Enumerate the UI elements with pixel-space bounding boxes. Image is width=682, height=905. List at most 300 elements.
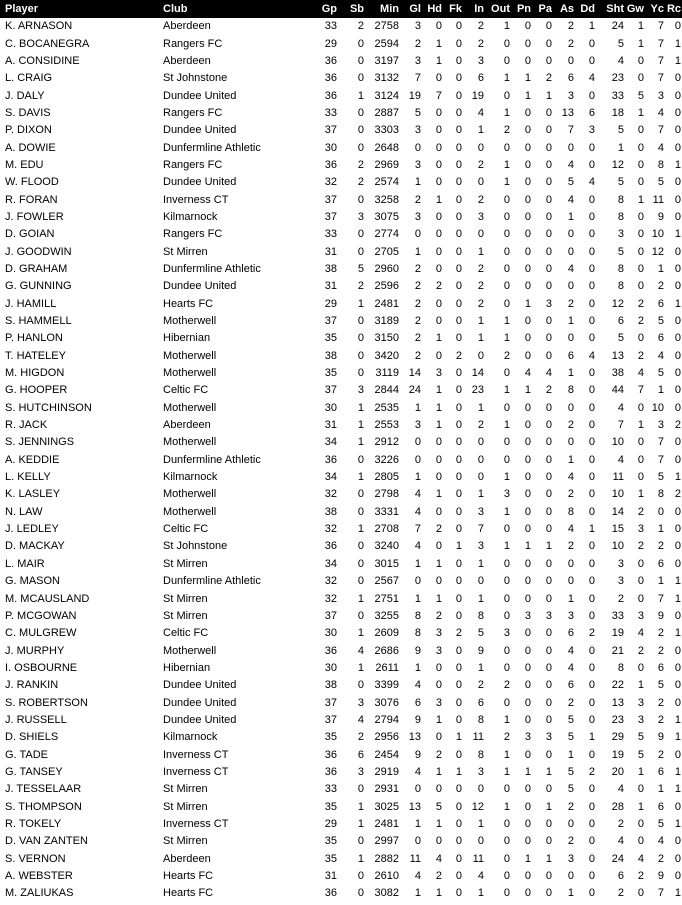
table-cell-min: 2774 <box>374 228 399 241</box>
table-row <box>0 278 682 295</box>
table-cell-club: St Johnstone <box>163 72 228 85</box>
table-cell-gp: 37 <box>324 696 337 709</box>
table-cell-out: 1 <box>503 713 510 726</box>
table-cell-gw: 1 <box>637 765 644 778</box>
table-cell-min: 3226 <box>374 453 399 466</box>
table-cell-as: 13 <box>561 106 574 119</box>
table-cell-sb: 1 <box>357 89 364 102</box>
table-cell-fk: 0 <box>455 748 462 761</box>
table-cell-gl: 2 <box>414 349 421 362</box>
table-cell-rc: 0 <box>674 401 681 414</box>
table-cell-sb: 1 <box>357 627 364 640</box>
column-header-pn: Pn <box>511 0 532 18</box>
table-cell-as: 2 <box>567 540 574 553</box>
table-cell-min: 2596 <box>374 280 399 293</box>
table-cell-pn: 0 <box>524 627 531 640</box>
table-cell-sht: 8 <box>617 280 624 293</box>
table-cell-pn: 0 <box>524 141 531 154</box>
table-cell-dd: 0 <box>588 228 595 241</box>
table-cell-in: 0 <box>477 471 484 484</box>
table-cell-gp: 35 <box>324 852 337 865</box>
table-cell-gw: 1 <box>637 37 644 50</box>
table-cell-gw: 2 <box>637 540 644 553</box>
table-cell-dd: 0 <box>588 297 595 310</box>
table-cell-pa: 0 <box>545 332 552 345</box>
table-cell-hd: 1 <box>435 37 442 50</box>
table-cell-hd: 0 <box>435 210 442 223</box>
table-cell-min: 3399 <box>374 679 399 692</box>
table-cell-dd: 0 <box>588 245 595 258</box>
table-cell-pa: 3 <box>545 609 552 622</box>
table-cell-gw: 2 <box>637 315 644 328</box>
table-cell-player: P. HANLON <box>5 332 63 345</box>
table-cell-hd: 1 <box>435 54 442 67</box>
table-cell-pa: 0 <box>545 748 552 761</box>
table-cell-fk: 0 <box>455 384 462 397</box>
table-row <box>0 486 682 503</box>
table-cell-gl: 0 <box>414 141 421 154</box>
table-cell-gp: 33 <box>324 106 337 119</box>
table-cell-fk: 0 <box>455 280 462 293</box>
table-cell-rc: 1 <box>674 228 681 241</box>
table-cell-out: 0 <box>503 141 510 154</box>
table-cell-yc: 3 <box>657 419 664 432</box>
table-cell-dd: 6 <box>588 106 595 119</box>
table-cell-player: T. HATELEY <box>5 349 66 362</box>
table-cell-gp: 37 <box>324 124 337 137</box>
table-cell-gl: 4 <box>414 765 421 778</box>
header-row <box>0 0 682 18</box>
column-header-gl: Gl <box>400 0 422 18</box>
table-cell-hd: 2 <box>435 609 442 622</box>
table-cell-gl: 1 <box>414 401 421 414</box>
table-cell-rc: 1 <box>674 471 681 484</box>
table-cell-as: 0 <box>567 575 574 588</box>
table-cell-player: P. MCGOWAN <box>5 609 77 622</box>
table-cell-as: 3 <box>567 89 574 102</box>
table-cell-sb: 0 <box>357 106 364 119</box>
table-cell-yc: 2 <box>657 644 664 657</box>
table-cell-sht: 5 <box>617 332 624 345</box>
table-cell-player: K. LASLEY <box>5 488 61 501</box>
table-cell-yc: 1 <box>657 523 664 536</box>
table-row <box>0 417 682 434</box>
table-cell-sb: 1 <box>357 852 364 865</box>
table-row <box>0 122 682 139</box>
table-cell-min: 3255 <box>374 609 399 622</box>
table-cell-pa: 1 <box>545 800 552 813</box>
table-cell-rc: 0 <box>674 852 681 865</box>
table-cell-dd: 0 <box>588 505 595 518</box>
table-cell-gl: 3 <box>414 158 421 171</box>
table-cell-sb: 1 <box>357 297 364 310</box>
table-cell-as: 6 <box>567 349 574 362</box>
table-cell-sb: 0 <box>357 609 364 622</box>
table-cell-gw: 7 <box>637 384 644 397</box>
table-cell-sht: 2 <box>617 592 624 605</box>
table-cell-rc: 1 <box>674 297 681 310</box>
table-cell-as: 6 <box>567 679 574 692</box>
table-cell-yc: 4 <box>657 349 664 362</box>
column-header-sb: Sb <box>338 0 365 18</box>
table-cell-hd: 3 <box>435 627 442 640</box>
table-cell-gl: 1 <box>414 557 421 570</box>
table-cell-in: 0 <box>477 575 484 588</box>
table-cell-fk: 0 <box>455 557 462 570</box>
table-cell-min: 2567 <box>374 575 399 588</box>
table-cell-fk: 0 <box>455 505 462 518</box>
table-cell-gl: 3 <box>414 124 421 137</box>
table-cell-gp: 30 <box>324 401 337 414</box>
table-cell-in: 14 <box>471 367 484 380</box>
table-cell-sb: 0 <box>357 367 364 380</box>
table-cell-pn: 0 <box>524 20 531 33</box>
table-cell-min: 3303 <box>374 124 399 137</box>
table-cell-as: 4 <box>567 523 574 536</box>
table-cell-hd: 0 <box>435 141 442 154</box>
table-cell-rc: 1 <box>674 575 681 588</box>
table-cell-player: I. OSBOURNE <box>5 661 78 674</box>
table-cell-dd: 0 <box>588 37 595 50</box>
table-cell-as: 0 <box>567 228 574 241</box>
table-cell-fk: 1 <box>455 540 462 553</box>
table-cell-dd: 0 <box>588 887 595 900</box>
table-cell-gp: 31 <box>324 280 337 293</box>
table-cell-hd: 2 <box>435 523 442 536</box>
table-cell-dd: 0 <box>588 384 595 397</box>
table-cell-fk: 0 <box>455 575 462 588</box>
table-cell-sb: 1 <box>357 592 364 605</box>
table-cell-gl: 2 <box>414 262 421 275</box>
table-cell-as: 2 <box>567 800 574 813</box>
table-cell-sb: 2 <box>357 176 364 189</box>
table-cell-min: 2553 <box>374 419 399 432</box>
table-cell-min: 2912 <box>374 436 399 449</box>
table-cell-pn: 0 <box>524 210 531 223</box>
table-cell-sht: 8 <box>617 193 624 206</box>
table-cell-fk: 2 <box>455 627 462 640</box>
table-cell-fk: 1 <box>455 731 462 744</box>
table-cell-pn: 0 <box>524 471 531 484</box>
table-cell-in: 2 <box>477 158 484 171</box>
table-cell-yc: 5 <box>657 315 664 328</box>
table-cell-min: 3150 <box>374 332 399 345</box>
table-cell-gw: 3 <box>637 523 644 536</box>
table-cell-club: Dundee United <box>163 696 237 709</box>
table-cell-gp: 37 <box>324 384 337 397</box>
table-cell-rc: 0 <box>674 124 681 137</box>
table-cell-gl: 3 <box>414 210 421 223</box>
table-cell-gp: 36 <box>324 158 337 171</box>
table-cell-gp: 38 <box>324 679 337 692</box>
table-cell-player: R. TOKELY <box>5 817 62 830</box>
table-cell-sb: 6 <box>357 748 364 761</box>
table-cell-gl: 1 <box>414 471 421 484</box>
table-cell-gl: 2 <box>414 297 421 310</box>
table-cell-out: 1 <box>503 471 510 484</box>
table-cell-gl: 4 <box>414 540 421 553</box>
table-cell-pa: 0 <box>545 401 552 414</box>
table-cell-rc: 1 <box>674 158 681 171</box>
table-cell-gp: 31 <box>324 419 337 432</box>
table-row <box>0 348 682 365</box>
table-cell-yc: 2 <box>657 696 664 709</box>
table-cell-rc: 0 <box>674 315 681 328</box>
table-cell-dd: 0 <box>588 835 595 848</box>
table-cell-dd: 0 <box>588 367 595 380</box>
table-cell-pa: 0 <box>545 210 552 223</box>
table-cell-dd: 0 <box>588 436 595 449</box>
table-cell-out: 0 <box>503 575 510 588</box>
table-cell-rc: 1 <box>674 887 681 900</box>
table-cell-min: 2919 <box>374 765 399 778</box>
table-cell-rc: 0 <box>674 210 681 223</box>
table-cell-pa: 0 <box>545 870 552 883</box>
table-cell-min: 3189 <box>374 315 399 328</box>
table-row <box>0 365 682 382</box>
table-cell-pa: 4 <box>545 367 552 380</box>
table-cell-gw: 4 <box>637 627 644 640</box>
table-cell-min: 2798 <box>374 488 399 501</box>
table-cell-rc: 0 <box>674 89 681 102</box>
table-cell-hd: 0 <box>435 731 442 744</box>
table-cell-yc: 2 <box>657 713 664 726</box>
column-header-rc: Rc <box>665 0 682 18</box>
table-cell-hd: 0 <box>435 20 442 33</box>
column-header-fk: Fk <box>443 0 463 18</box>
table-cell-out: 0 <box>503 210 510 223</box>
table-cell-min: 2794 <box>374 713 399 726</box>
table-cell-player: J. LEDLEY <box>5 523 59 536</box>
table-cell-pn: 1 <box>524 89 531 102</box>
table-cell-sb: 0 <box>357 453 364 466</box>
table-cell-in: 2 <box>477 37 484 50</box>
table-cell-fk: 0 <box>455 367 462 380</box>
table-cell-pn: 0 <box>524 644 531 657</box>
table-cell-club: Rangers FC <box>163 37 223 50</box>
table-cell-gw: 0 <box>637 141 644 154</box>
table-cell-sb: 0 <box>357 870 364 883</box>
table-cell-sb: 1 <box>357 523 364 536</box>
table-cell-gw: 0 <box>637 783 644 796</box>
table-cell-sht: 12 <box>611 297 624 310</box>
table-cell-as: 0 <box>567 436 574 449</box>
table-cell-club: Motherwell <box>163 401 217 414</box>
table-cell-out: 3 <box>503 627 510 640</box>
table-cell-in: 8 <box>477 713 484 726</box>
table-cell-gw: 0 <box>637 401 644 414</box>
table-cell-gw: 1 <box>637 193 644 206</box>
table-cell-gw: 0 <box>637 887 644 900</box>
table-cell-pn: 0 <box>524 800 531 813</box>
table-cell-gp: 35 <box>324 332 337 345</box>
table-cell-fk: 0 <box>455 800 462 813</box>
table-cell-pa: 0 <box>545 280 552 293</box>
table-cell-gp: 36 <box>324 54 337 67</box>
table-cell-gw: 0 <box>637 453 644 466</box>
table-cell-fk: 0 <box>455 713 462 726</box>
table-cell-pa: 2 <box>545 384 552 397</box>
table-cell-out: 0 <box>503 436 510 449</box>
table-cell-min: 2686 <box>374 644 399 657</box>
table-cell-rc: 0 <box>674 141 681 154</box>
table-cell-rc: 1 <box>674 731 681 744</box>
table-row <box>0 660 682 677</box>
table-cell-gp: 30 <box>324 661 337 674</box>
table-cell-gw: 1 <box>637 106 644 119</box>
table-cell-rc: 0 <box>674 696 681 709</box>
table-cell-yc: 7 <box>657 124 664 137</box>
table-cell-sht: 6 <box>617 315 624 328</box>
table-cell-gl: 13 <box>408 731 421 744</box>
table-cell-out: 0 <box>503 262 510 275</box>
table-cell-pa: 1 <box>545 852 552 865</box>
table-cell-player: J. HAMILL <box>5 297 57 310</box>
table-cell-club: Rangers FC <box>163 106 223 119</box>
table-cell-gl: 2 <box>414 193 421 206</box>
table-cell-pn: 0 <box>524 158 531 171</box>
table-cell-player: N. LAW <box>5 505 43 518</box>
table-cell-min: 3076 <box>374 696 399 709</box>
table-cell-gp: 36 <box>324 72 337 85</box>
table-cell-dd: 0 <box>588 332 595 345</box>
table-cell-player: A. KEDDIE <box>5 453 60 466</box>
table-row <box>0 226 682 243</box>
table-cell-yc: 2 <box>657 627 664 640</box>
table-cell-out: 1 <box>503 158 510 171</box>
table-cell-pa: 0 <box>545 54 552 67</box>
table-cell-club: Motherwell <box>163 349 217 362</box>
table-cell-sht: 6 <box>617 870 624 883</box>
column-header-in: In <box>463 0 485 18</box>
table-cell-pa: 0 <box>545 557 552 570</box>
table-cell-sht: 7 <box>617 419 624 432</box>
table-cell-hd: 1 <box>435 419 442 432</box>
table-cell-gl: 2 <box>414 332 421 345</box>
table-cell-in: 2 <box>477 280 484 293</box>
table-row <box>0 833 682 850</box>
table-cell-out: 1 <box>503 20 510 33</box>
table-cell-sb: 0 <box>357 488 364 501</box>
table-cell-gw: 1 <box>637 419 644 432</box>
table-cell-player: S. VERNON <box>5 852 66 865</box>
table-cell-sht: 13 <box>611 349 624 362</box>
table-cell-gl: 4 <box>414 679 421 692</box>
table-cell-pn: 0 <box>524 679 531 692</box>
table-cell-club: Kilmarnock <box>163 731 218 744</box>
table-cell-pa: 0 <box>545 627 552 640</box>
table-cell-hd: 1 <box>435 765 442 778</box>
table-cell-dd: 0 <box>588 89 595 102</box>
table-cell-pn: 0 <box>524 106 531 119</box>
table-cell-yc: 0 <box>657 505 664 518</box>
table-cell-gp: 37 <box>324 609 337 622</box>
table-cell-pa: 0 <box>545 419 552 432</box>
table-cell-as: 3 <box>567 609 574 622</box>
table-cell-dd: 0 <box>588 471 595 484</box>
table-cell-fk: 2 <box>455 349 462 362</box>
table-cell-out: 0 <box>503 523 510 536</box>
table-cell-fk: 0 <box>455 592 462 605</box>
table-cell-gl: 4 <box>414 870 421 883</box>
table-cell-pn: 3 <box>524 731 531 744</box>
table-cell-gw: 1 <box>637 679 644 692</box>
table-cell-rc: 0 <box>674 748 681 761</box>
table-cell-gw: 0 <box>637 54 644 67</box>
table-cell-gl: 2 <box>414 37 421 50</box>
table-cell-out: 0 <box>503 37 510 50</box>
table-cell-club: Rangers FC <box>163 228 223 241</box>
table-cell-club: Celtic FC <box>163 627 209 640</box>
table-cell-club: Aberdeen <box>163 852 211 865</box>
table-cell-yc: 7 <box>657 54 664 67</box>
table-cell-sb: 1 <box>357 419 364 432</box>
table-cell-out: 1 <box>503 176 510 189</box>
table-cell-fk: 0 <box>455 20 462 33</box>
table-cell-out: 0 <box>503 592 510 605</box>
table-cell-min: 2931 <box>374 783 399 796</box>
table-cell-pn: 0 <box>524 870 531 883</box>
table-cell-pa: 0 <box>545 817 552 830</box>
table-cell-player: J. RUSSELL <box>5 713 67 726</box>
table-cell-fk: 0 <box>455 679 462 692</box>
table-cell-club: Kilmarnock <box>163 210 218 223</box>
table-cell-out: 0 <box>503 228 510 241</box>
table-cell-pn: 0 <box>524 817 531 830</box>
table-row <box>0 556 682 573</box>
table-cell-min: 2751 <box>374 592 399 605</box>
table-cell-gp: 32 <box>324 488 337 501</box>
table-cell-hd: 0 <box>435 106 442 119</box>
table-cell-player: J. MURPHY <box>5 644 65 657</box>
table-cell-gw: 0 <box>637 661 644 674</box>
table-cell-dd: 0 <box>588 280 595 293</box>
table-cell-in: 5 <box>477 627 484 640</box>
table-cell-pn: 0 <box>524 280 531 293</box>
table-cell-yc: 6 <box>657 297 664 310</box>
column-header-min: Min <box>365 0 400 18</box>
table-cell-in: 12 <box>471 800 484 813</box>
table-cell-in: 2 <box>477 262 484 275</box>
table-row <box>0 87 682 104</box>
table-row <box>0 191 682 208</box>
table-cell-dd: 3 <box>588 124 595 137</box>
table-cell-rc: 0 <box>674 609 681 622</box>
table-row <box>0 538 682 555</box>
table-cell-min: 2611 <box>375 661 399 674</box>
table-cell-gl: 1 <box>414 592 421 605</box>
table-cell-yc: 2 <box>657 852 664 865</box>
table-cell-out: 0 <box>503 401 510 414</box>
table-cell-club: Hearts FC <box>163 870 214 883</box>
table-cell-fk: 0 <box>455 419 462 432</box>
table-cell-pa: 0 <box>545 661 552 674</box>
table-cell-fk: 0 <box>455 141 462 154</box>
table-cell-out: 1 <box>503 419 510 432</box>
table-row <box>0 729 682 746</box>
table-cell-sb: 2 <box>357 280 364 293</box>
table-cell-min: 2454 <box>374 748 399 761</box>
table-cell-club: Dunfermline Athletic <box>163 262 261 275</box>
table-cell-out: 1 <box>503 765 510 778</box>
table-cell-gw: 0 <box>637 280 644 293</box>
table-cell-in: 6 <box>477 72 484 85</box>
table-cell-gw: 0 <box>637 158 644 171</box>
table-cell-sht: 15 <box>611 523 624 536</box>
table-cell-yc: 5 <box>657 471 664 484</box>
table-cell-club: St Mirren <box>163 245 208 258</box>
table-cell-club: Dundee United <box>163 89 237 102</box>
